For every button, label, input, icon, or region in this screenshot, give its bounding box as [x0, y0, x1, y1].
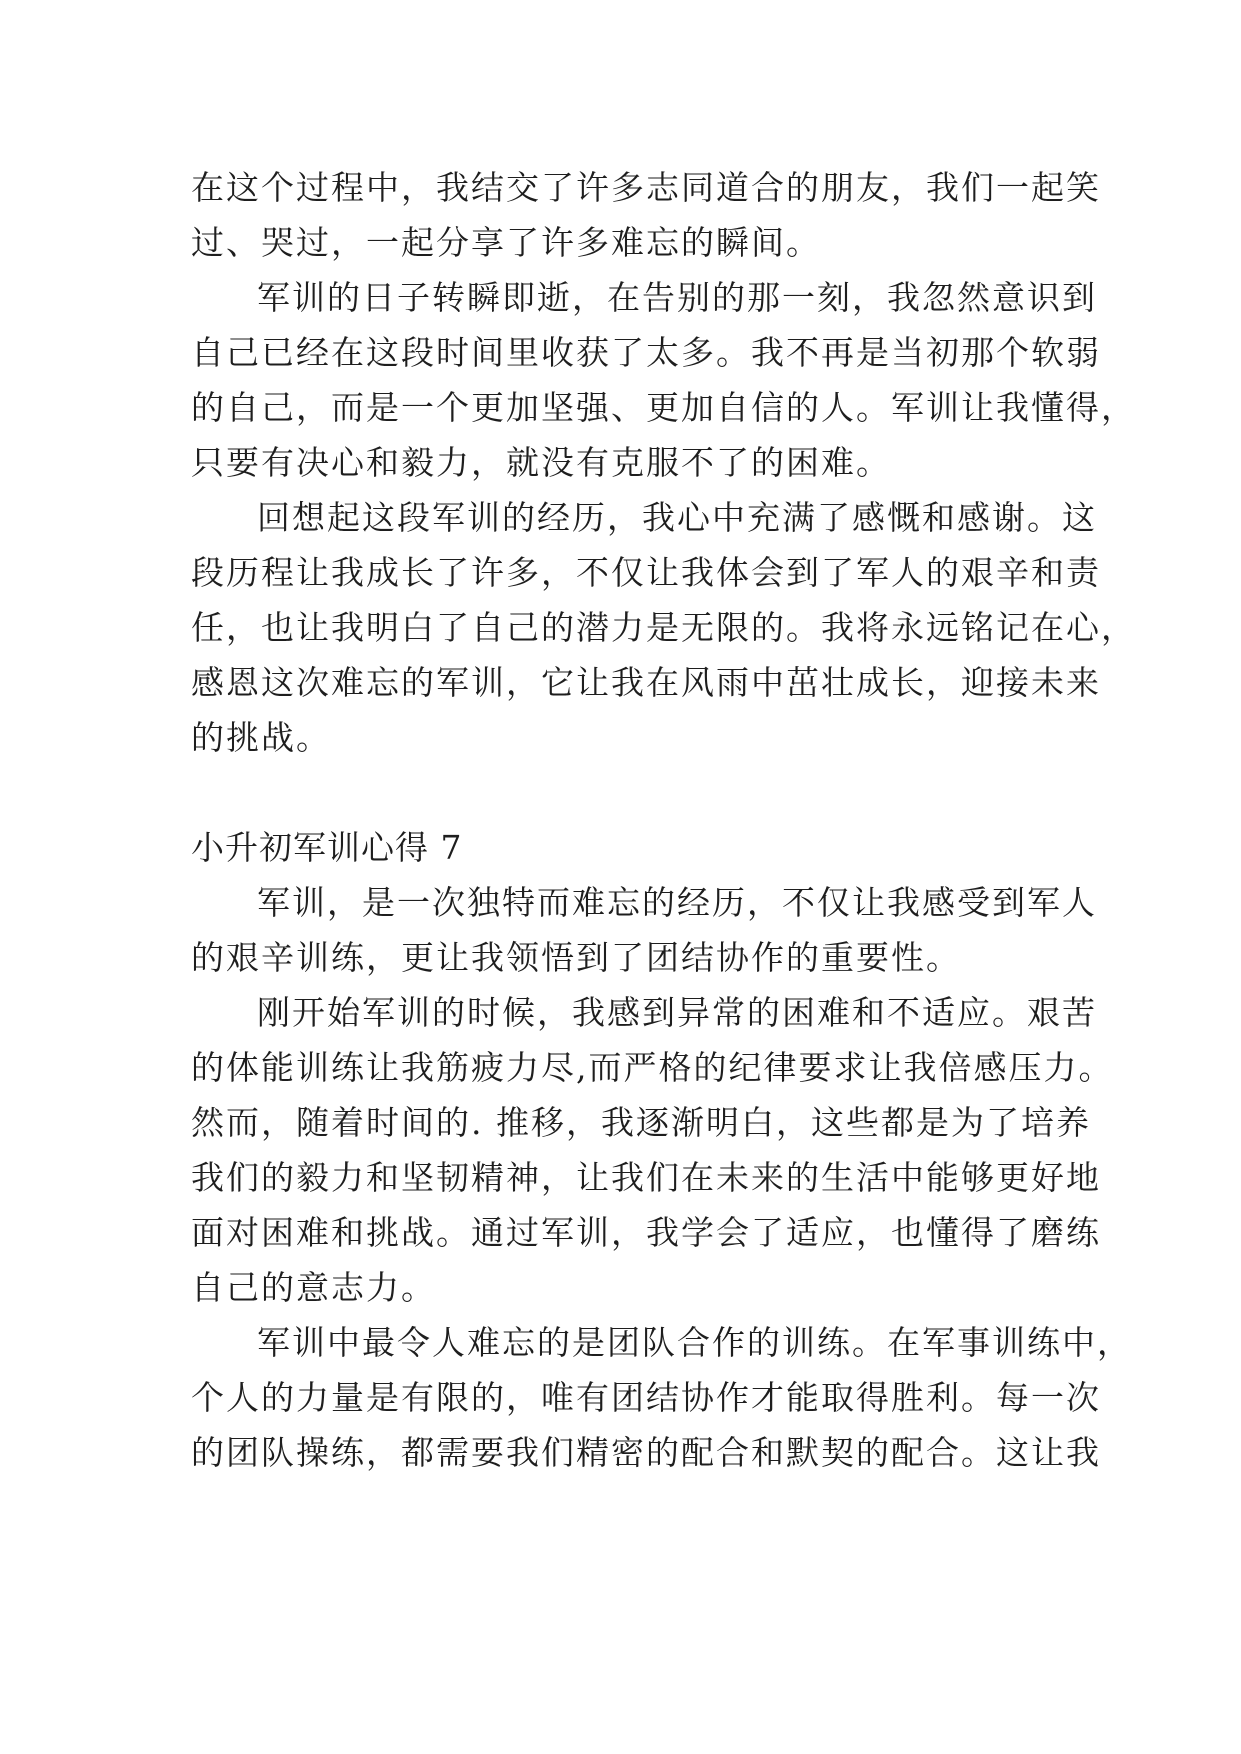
- text-line: 军训中最令人难忘的是团队合作的训练。在军事训练中，: [257, 1323, 1132, 1362]
- text-line: 军训的日子转瞬即逝，在告别的那一刻，我忽然意识到: [257, 278, 1097, 317]
- paragraph: [191, 160, 1101, 270]
- text-line: 的艰辛训练，更让我领悟到了团结协作的重要性。: [191, 938, 961, 977]
- blank-line: [191, 765, 1051, 820]
- paragraph: [191, 490, 1136, 765]
- text-line: 面对困难和挑战。通过军训，我学会了适应，也懂得了磨练: [191, 1213, 1101, 1252]
- paragraph: [191, 875, 1097, 985]
- text-line: 感恩这次难忘的军训，它让我在风雨中茁壮成长，迎接未来: [191, 663, 1101, 702]
- paragraph: [191, 270, 1136, 490]
- text-line: 的体能训练让我筋疲力尽,而严格的纪律要求让我倍感压力。: [191, 1048, 1114, 1087]
- text-line: 的挑战。: [191, 718, 331, 757]
- text-line: 的团队操练，都需要我们精密的配合和默契的配合。这让我: [191, 1433, 1101, 1472]
- text-line: 个人的力量是有限的，唯有团结协作才能取得胜利。每一次: [191, 1378, 1101, 1417]
- paragraph: [191, 985, 1114, 1315]
- text-line: 刚开始军训的时候，我感到异常的困难和不适应。艰苦: [257, 993, 1097, 1032]
- text-line: 只要有决心和毅力，就没有克服不了的困难。: [191, 443, 891, 482]
- text-line: 我们的毅力和坚韧精神，让我们在未来的生活中能够更好地: [191, 1158, 1101, 1197]
- document-body: [191, 160, 1136, 1480]
- text-line: 然而，随着时间的. 推移，我逐渐明白，这些都是为了培养: [191, 1103, 1091, 1142]
- text-line: 任，也让我明白了自己的潜力是无限的。我将永远铭记在心，: [191, 608, 1136, 647]
- text-line: 回想起这段军训的经历，我心中充满了感慨和感谢。这: [257, 498, 1097, 537]
- section-heading: 小升初军训心得 7: [191, 828, 463, 867]
- text-line: 军训，是一次独特而难忘的经历，不仅让我感受到军人: [257, 883, 1097, 922]
- paragraph: [191, 1315, 1132, 1480]
- text-line: 在这个过程中，我结交了许多志同道合的朋友，我们一起笑: [191, 168, 1101, 207]
- text-line: 自己的意志力。: [191, 1268, 436, 1307]
- text-line: 自己已经在这段时间里收获了太多。我不再是当初那个软弱: [191, 333, 1101, 372]
- text-line: 段历程让我成长了许多，不仅让我体会到了军人的艰辛和责: [191, 553, 1101, 592]
- text-line: 的自己，而是一个更加坚强、更加自信的人。军训让我懂得，: [191, 388, 1136, 427]
- text-line: 过、哭过，一起分享了许多难忘的瞬间。: [191, 223, 821, 262]
